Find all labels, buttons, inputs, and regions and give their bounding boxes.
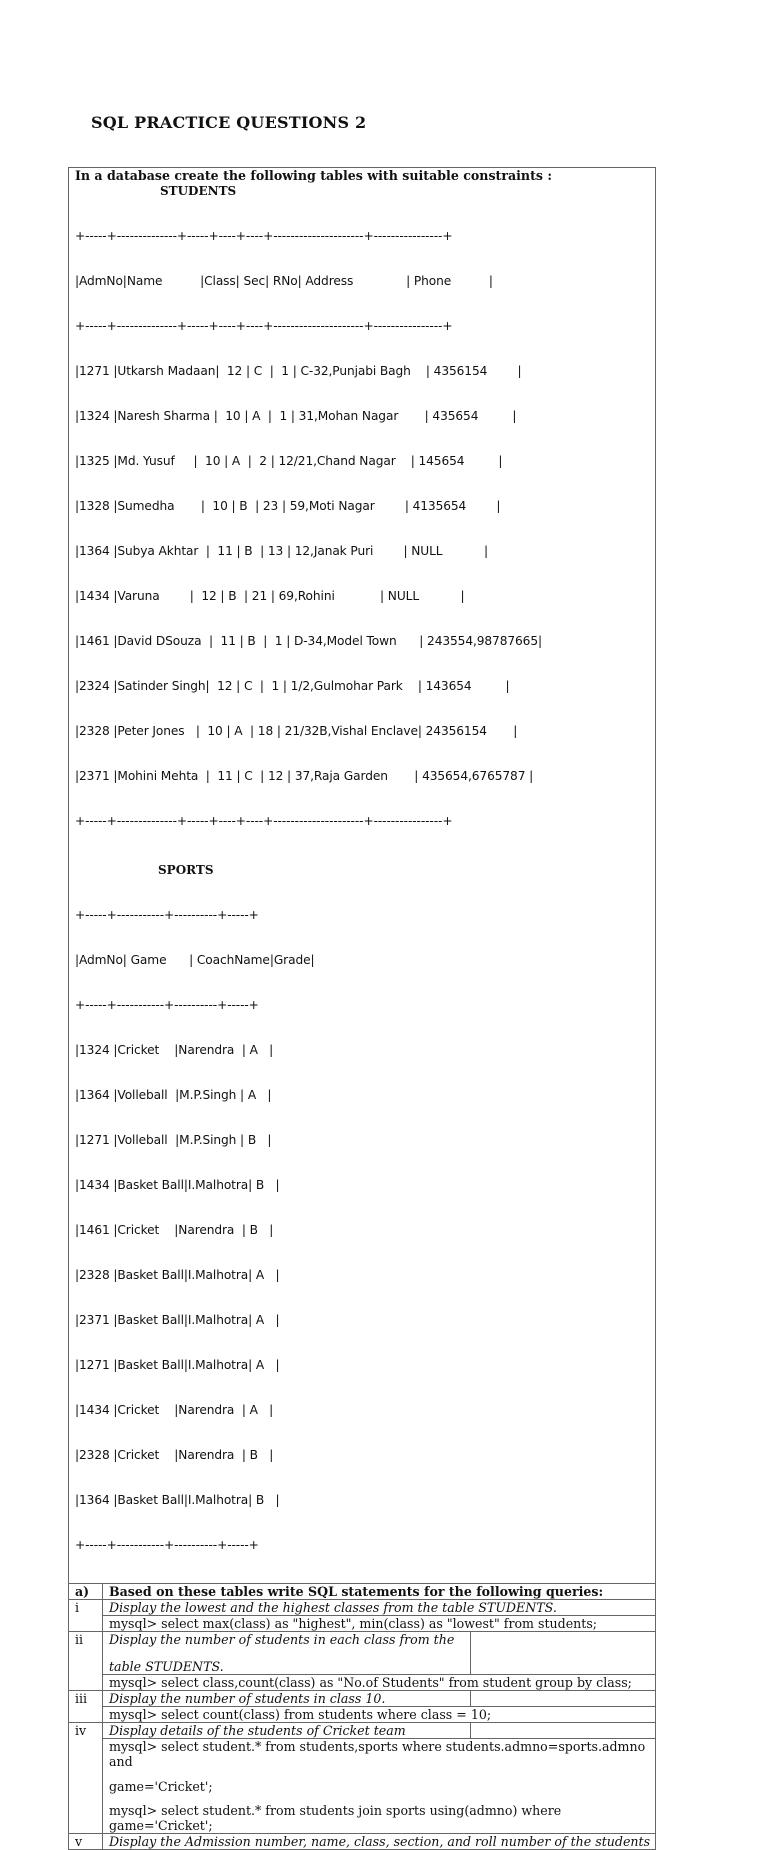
answer-text: mysql> select count(class) from students where class = 10; [103,1707,656,1723]
answer-text: mysql> select max(class) as "highest", min(class) as "lowest" from students; [103,1616,656,1632]
question-number: iv [69,1723,103,1834]
answer-row [69,1616,656,1632]
sports-border-mid: +-----+-----------+----------+-----+ [75,998,259,1012]
question-number: v [69,1834,103,1850]
answer-row [69,1675,656,1691]
answer-text [103,1739,656,1834]
students-row: |2328 |Peter Jones | 10 | A | 18 | 21/32B,Vishal Enclave| 24356154 | [75,724,518,738]
students-row: |1328 |Sumedha | 10 | B | 23 | 59,Moti Nagar | 4135654 | [75,499,501,513]
sports-header: |AdmNo| Game | CoachName|Grade| [75,953,315,967]
question-text-line: Display the number of students in each class from the [109,1632,455,1647]
students-border-bottom: +-----+--------------+-----+----+----+---------------------+----------------+ [75,814,453,828]
sports-ascii-table [75,878,655,1583]
students-header: |AdmNo|Name |Class| Sec| RNo| Address | Phone | [75,274,493,288]
answer-text: mysql> select class,count(class) as "No.of Students" from student group by class; [103,1675,656,1691]
sports-row: |2371 |Basket Ball|I.Malhotra| A | [75,1313,280,1327]
answer-line: mysql> select student.* from students join sports using(admno) where game='Cricket'; [109,1803,562,1833]
sports-row: |1324 |Cricket |Narendra | A | [75,1043,274,1057]
sports-row: |1271 |Basket Ball|I.Malhotra| A | [75,1358,280,1372]
question-row [69,1632,656,1675]
question-row [69,1600,656,1616]
students-border-top: +-----+--------------+-----+----+----+---------------------+----------------+ [75,229,453,243]
questions-table [68,167,656,1850]
question-text: Display the number of students in class 10. [103,1691,471,1707]
sports-row: |1461 |Cricket |Narendra | B | [75,1223,274,1237]
question-row [69,1834,656,1850]
empty-cell [471,1691,656,1707]
sports-row: |1271 |Volleball |M.P.Singh | B | [75,1133,272,1147]
question-number: i [69,1600,103,1632]
answer-row [69,1739,656,1834]
sports-row: |2328 |Basket Ball|I.Malhotra| A | [75,1268,280,1282]
students-row: |1325 |Md. Yusuf | 10 | A | 2 | 12/21,Chand Nagar | 145654 | [75,454,503,468]
sports-row: |1364 |Volleball |M.P.Singh | A | [75,1088,272,1102]
sports-border-top: +-----+-----------+----------+-----+ [75,908,259,922]
students-heading: STUDENTS [160,184,237,198]
sports-heading: SPORTS [158,863,214,877]
question-row [69,1691,656,1707]
empty-cell [471,1723,656,1739]
sports-row: |1434 |Cricket |Narendra | A | [75,1403,274,1417]
intro-row [69,168,656,1584]
students-row: |1364 |Subya Akhtar | 11 | B | 13 | 12,Janak Puri | NULL | [75,544,488,558]
question-number: ii [69,1632,103,1691]
section-label: a) [69,1584,103,1600]
students-row: |1461 |David DSouza | 11 | B | 1 | D-34,Model Town | 243554,98787665| [75,634,542,648]
students-row: |1324 |Naresh Sharma | 10 | A | 1 | 31,Mohan Nagar | 435654 | [75,409,517,423]
students-ascii-table [75,199,655,859]
students-row: |2324 |Satinder Singh| 12 | C | 1 | 1/2,Gulmohar Park | 143654 | [75,679,510,693]
question-number: iii [69,1691,103,1723]
students-row: |1434 |Varuna | 12 | B | 21 | 69,Rohini | NULL | [75,589,465,603]
question-row [69,1723,656,1739]
empty-cell [471,1632,656,1675]
question-text: Display the Admission number, name, class, section, and roll number of the students [103,1834,656,1850]
question-text: Display details of the students of Cricket team [103,1723,471,1739]
sports-border-bottom: +-----+-----------+----------+-----+ [75,1538,259,1552]
question-text [103,1632,471,1675]
answer-row [69,1707,656,1723]
question-text: Display the lowest and the highest classes from the table STUDENTS. [103,1600,656,1616]
answer-line: game='Cricket'; [109,1779,213,1794]
students-row: |2371 |Mohini Mehta | 11 | C | 12 | 37,Raja Garden | 435654,6765787 | [75,769,534,783]
section-text: Based on these tables write SQL statements for the following queries: [103,1584,656,1600]
section-row [69,1584,656,1600]
intro-text: In a database create the following tables with suitable constraints : [75,168,553,183]
students-border-mid: +-----+--------------+-----+----+----+---------------------+----------------+ [75,319,453,333]
sports-row: |1364 |Basket Ball|I.Malhotra| B | [75,1493,280,1507]
answer-line: mysql> select student.* from students,sports where students.admno=sports.admno and [109,1739,646,1769]
question-text-line: table STUDENTS. [109,1659,224,1674]
intro-cell [69,168,656,1584]
sports-row: |1434 |Basket Ball|I.Malhotra| B | [75,1178,280,1192]
students-row: |1271 |Utkarsh Madaan| 12 | C | 1 | C-32,Punjabi Bagh | 4356154 | [75,364,522,378]
page-title: SQL PRACTICE QUESTIONS 2 [91,113,367,132]
sports-row: |2328 |Cricket |Narendra | B | [75,1448,274,1462]
